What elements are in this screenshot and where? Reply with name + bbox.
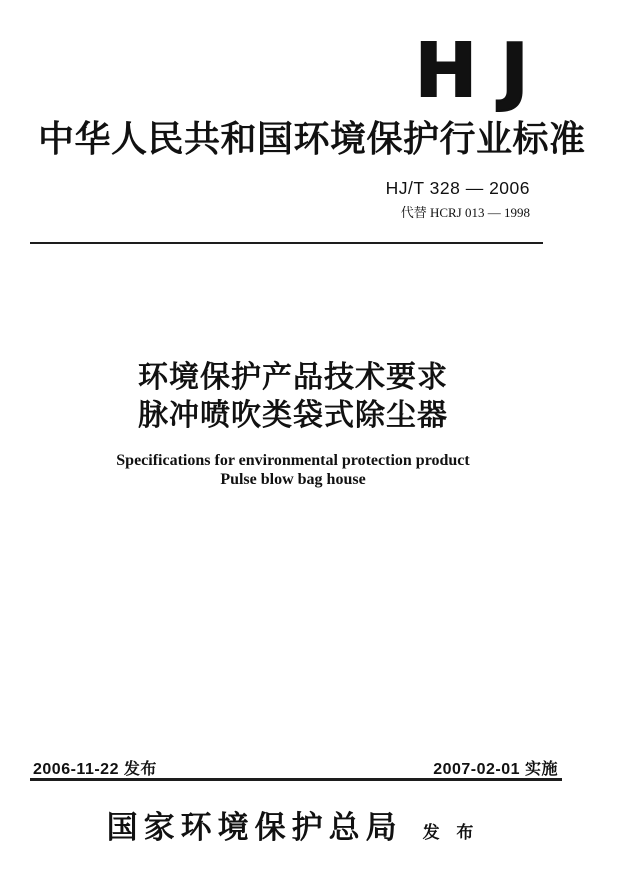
header-title: 中华人民共和国环境保护行业标准	[38, 118, 586, 159]
publisher-row	[0, 802, 586, 847]
implementation-date: 2007-02-01 实施	[433, 761, 558, 778]
publisher-name: 国家环境保护总局	[106, 810, 403, 845]
title-cn-line2: 脉冲喷吹类袋式除尘器	[138, 399, 448, 432]
title-cn-block	[0, 359, 586, 435]
publish-label: 发 布	[422, 823, 480, 842]
issue-date: 2006-11-22 发布	[33, 761, 157, 778]
standard-number-block	[386, 178, 530, 221]
title-en-line2: Pulse blow bag house	[220, 471, 366, 488]
hj-logo: HJ	[415, 28, 553, 114]
title-en-block	[0, 451, 586, 489]
standard-number: HJ/T 328 — 2006	[385, 178, 530, 198]
dates-row	[33, 756, 558, 779]
title-cn-line1: 环境保护产品技术要求	[138, 361, 448, 394]
title-en-line1: Specifications for environmental protection product	[116, 452, 470, 469]
replaces-note: 代替 HCRJ 013 — 1998	[400, 205, 530, 220]
bottom-rule	[30, 778, 562, 781]
top-rule	[30, 242, 543, 244]
